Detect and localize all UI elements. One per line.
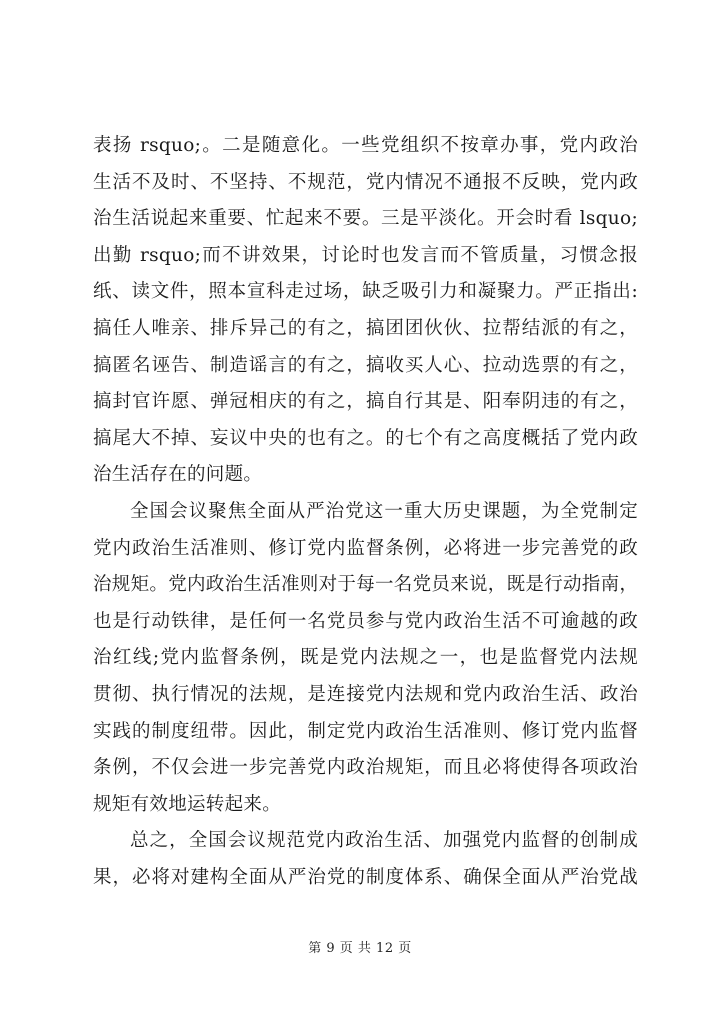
- paragraph-first-line: 总之，全国会议规范党内政治生活、加强党内监督的创制成: [130, 830, 638, 852]
- text-line: 条例，不仅会进一步完善党内政治规矩，而且必将使得各项政治: [93, 757, 638, 779]
- text-line: 搞任人唯亲、排斥异己的有之，搞团团伙伙、拉帮结派的有之，: [93, 317, 638, 339]
- text-line: 规矩有效地运转起来。: [93, 793, 282, 815]
- text-line: 出勤 rsquo;而不讲效果，讨论时也发言而不管质量，习惯念报: [93, 244, 638, 266]
- text-line: 治规矩。党内政治生活准则对于每一名党员来说，既是行动指南，: [93, 574, 639, 596]
- page-footer: 第 9 页 共 12 页: [308, 941, 412, 956]
- text-line: 搞尾大不掉、妄议中央的也有之。的七个有之高度概括了党内政: [93, 427, 638, 449]
- document-body: [93, 128, 638, 896]
- text-line: 纸、读文件，照本宣科走过场，缺乏吸引力和凝聚力。严正指出:: [93, 281, 638, 303]
- text-line: 表扬 rsquo;。二是随意化。一些党组织不按章办事，党内政治: [93, 135, 638, 156]
- text-line: 党内政治生活准则、修订党内监督条例，必将进一步完善党的政: [93, 537, 638, 559]
- text-line: 治生活说起来重要、忙起来不要。三是平淡化。开会时看 lsquo;: [93, 208, 638, 230]
- text-line: 贯彻、执行情况的法规，是连接党内法规和党内政治生活、政治: [93, 683, 638, 705]
- text-line: 治生活存在的问题。: [93, 464, 263, 486]
- text-line: 生活不及时、不坚持、不规范，党内情况不通报不反映，党内政: [93, 171, 638, 193]
- text-line: 搞封官许愿、弹冠相庆的有之，搞自行其是、阳奉阴违的有之，: [93, 391, 638, 413]
- text-line: 实践的制度纽带。因此，制定党内政治生活准则、修订党内监督: [93, 720, 638, 742]
- text-line: 搞匿名诬告、制造谣言的有之，搞收买人心、拉动选票的有之，: [93, 354, 638, 376]
- paragraph-first-line: 全国会议聚焦全面从严治党这一重大历史课题，为全党制定: [130, 500, 638, 522]
- text-line: 也是行动铁律，是任何一名党员参与党内政治生活不可逾越的政: [93, 610, 638, 632]
- text-line: 果，必将对建构全面从严治党的制度体系、确保全面从严治党战: [93, 866, 638, 888]
- text-line: 治红线;党内监督条例，既是党内法规之一，也是监督党内法规: [93, 647, 638, 669]
